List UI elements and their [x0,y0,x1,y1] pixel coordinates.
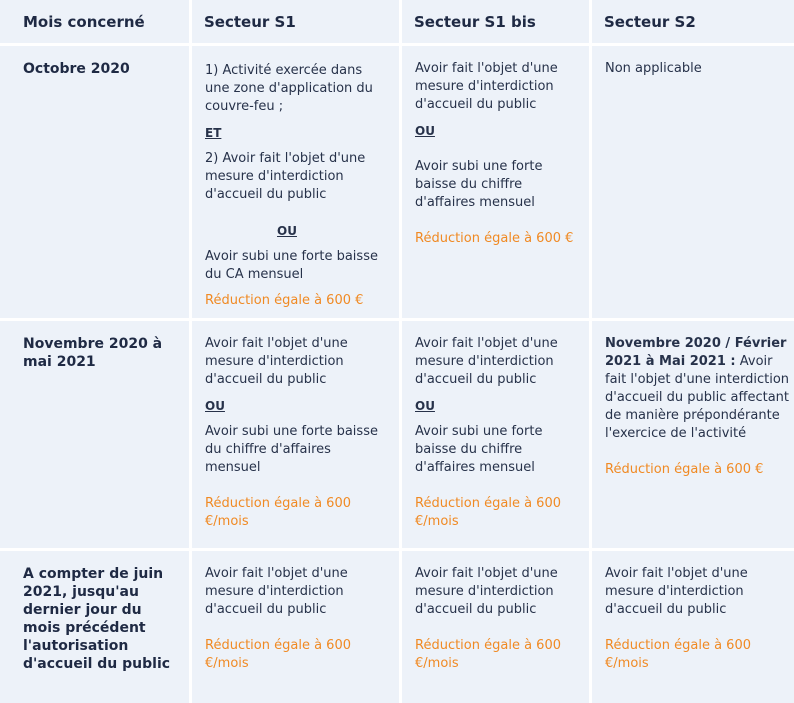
period-label: Novembre 2020 / Février 2021 à Mai 2021 : [605,336,787,369]
header-s1bis: Secteur S1 bis [402,0,589,43]
alternative-text: Avoir subi une forte baisse du chiffre d'affaires mensuel [415,159,543,210]
reduction-text: Réduction égale à 600 € [415,231,574,246]
ou-keyword: OU [415,399,435,413]
cell-november-s2 [592,321,794,548]
condition-text: Avoir fait l'objet d'une mesure d'interdiction d'accueil du public [205,336,348,387]
reduction-text: Réduction égale à 600 €/mois [415,496,561,529]
row-month-november [0,321,189,548]
condition-text: 2) Avoir fait l'objet d'une mesure d'interdiction d'accueil du public [205,151,366,202]
alternative-text: Avoir subi une forte baisse du CA mensuel [205,249,378,282]
reduction-text: Réduction égale à 600 €/mois [205,638,351,671]
reduction-text: Réduction égale à 600 €/mois [205,496,351,529]
cell-october-s1bis [402,46,589,318]
reduction-text: Réduction égale à 600 € [205,293,364,308]
ou-keyword: OU [205,399,225,413]
cell-october-s1 [192,46,399,318]
condition-text: Avoir fait l'objet d'une interdiction d'accueil du public affectant de manière prépondérante l'exercice de l'activité [605,354,790,441]
reduction-text: Réduction égale à 600 €/mois [415,638,561,671]
reduction-text: Réduction égale à 600 € [605,462,764,477]
cell-november-s1bis [402,321,589,548]
condition-text: Avoir fait l'objet d'une mesure d'interdiction d'accueil du public [205,566,348,617]
ou-keyword: OU [277,224,297,238]
month-label: A compter de juin 2021, jusqu'au dernier jour du mois précédent l'autorisation d'accueil du public [23,566,171,672]
reduction-text: Réduction égale à 600 €/mois [605,638,751,671]
cell-november-s1 [192,321,399,548]
alternative-text: Avoir subi une forte baisse du chiffre d'affaires mensuel [415,424,543,475]
et-keyword: ET [205,126,222,140]
cell-june-s1 [192,551,399,703]
month-label: Novembre 2020 à mai 2021 [23,336,163,370]
condition-text: Avoir fait l'objet d'une mesure d'interdiction d'accueil du public [605,566,748,617]
cell-june-s1bis [402,551,589,703]
cell-june-s2 [592,551,794,703]
row-month-june [0,551,189,703]
condition-text: Avoir fait l'objet d'une mesure d'interdiction d'accueil du public [415,336,558,387]
condition-text: 1) Activité exercée dans une zone d'application du couvre-feu ; [205,63,373,114]
cell-october-s2 [592,46,794,318]
header-s1: Secteur S1 [192,0,399,43]
header-month: Mois concerné [0,0,189,43]
ou-keyword: OU [415,124,435,138]
alternative-text: Avoir subi une forte baisse du chiffre d'affaires mensuel [205,424,378,475]
condition-text: Avoir fait l'objet d'une mesure d'interdiction d'accueil du public [415,566,558,617]
header-s2: Secteur S2 [592,0,794,43]
condition-text: Avoir fait l'objet d'une mesure d'interdiction d'accueil du public [415,61,558,112]
not-applicable-text: Non applicable [605,61,702,76]
month-label: Octobre 2020 [23,61,130,77]
s2-condition [605,335,790,443]
row-month-october [0,46,189,318]
